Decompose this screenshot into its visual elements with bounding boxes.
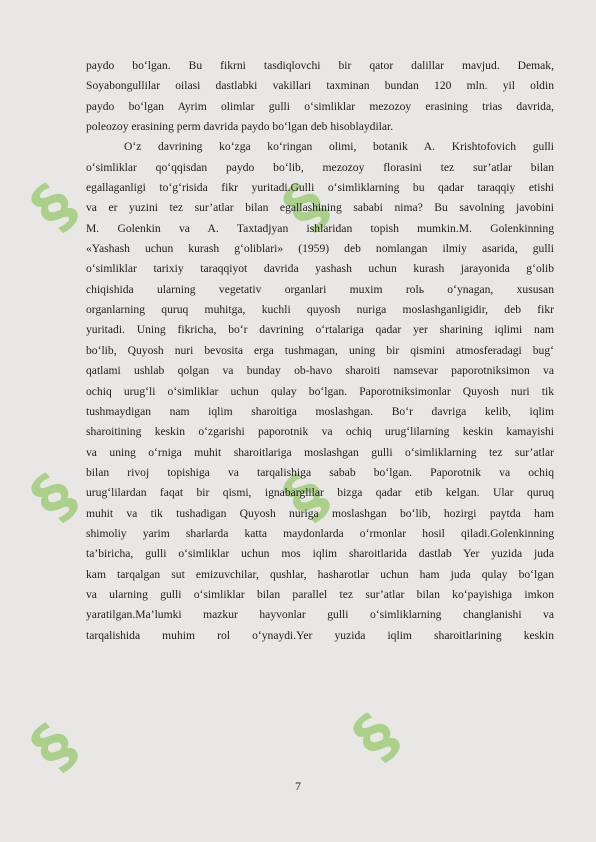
page-number: 7 — [295, 779, 301, 793]
text-line: tushmaydigan nam iqlim sharoitiga moslashgan. Bo‘r davriga kelib, iqlim — [86, 404, 554, 418]
text-line: bilan rivoj topishiga va tarqalishiga sabab bo‘lgan. Paporotnik va ochiq — [86, 465, 554, 479]
text-line: shimoliy yarim sharlarda katta maydonlarda o‘rmonlar hosil qiladi.Golenkinning — [86, 526, 554, 540]
text-line: Soyabongullilar oilasi dastlabki vakillari taxminan bundan 120 mln. yil oldin — [86, 79, 554, 93]
watermark-mark: § — [16, 169, 91, 244]
text-line: va ularning gulli o‘simliklar bilan parallel tez sur’atlar bilan ko‘payishiga imkon — [86, 587, 554, 601]
text-line: paydo bo‘lgan. Bu fikrni tasdiqlovchi bir qator dalillar mavjud. Demak, — [86, 59, 554, 72]
text-line: yuritadi. Uning fikricha, bo‘r davrining o‘rtalariga qadar yer sharining iqlimi nam — [86, 323, 554, 337]
text-line: «Yashash uchun kurash g‘oliblari» (1959) deb nomlangan ilmiy asarida, gulli — [86, 242, 554, 256]
text-line: qatlami ushlab qolgan va bunday ob-havo sharoiti namsevar paporotniksimon va — [86, 364, 554, 378]
text-line: urug‘lilardan faqat bir qismi, ignabarglilar bizga qadar etib kelgan. Ular quruq — [86, 486, 554, 500]
body-text — [86, 56, 554, 646]
text-line: sharoitining keskin o‘zgarishi paporotnik va ochiq urug‘lilarning keskin kamayishi — [86, 425, 554, 439]
text-line: M. Golenkin va A. Taxtadjyan ishlaridan topish mumkin.M. Golenkinning — [86, 221, 554, 235]
text-line: va er yuzini tez sur’atlar bilan egallashining sababi nima? Bu savolning javobini — [86, 201, 554, 215]
text-line: ochiq urug‘li o‘simliklar uchun qulay bo‘lgan. Paporotniksimonlar Quyosh nuri tik — [86, 384, 554, 398]
text-line: va uning o‘rniga muhit sharoitlariga moslashgan gulli o‘simliklarning tez sur’atlar — [86, 445, 554, 459]
text-line: organlarning quruq muhitga, kuchli quyosh nuriga moslashganligidir, deb fikr — [86, 303, 554, 317]
watermark-mark: § — [268, 169, 343, 244]
text-line: O‘z davrining ko‘zga ko‘ringan olimi, botanik A. Krishtofovich gulli — [124, 140, 554, 154]
text-line: kam tarqalgan sut emizuvchilar, qushlar, hasharotlar uchun ham juda qulay bo‘lgan — [86, 567, 554, 581]
text-line: o‘simliklar qo‘qqisdan paydo bo‘lib, mezozoy florasini tez sur’atlar bilan — [86, 160, 554, 174]
watermark-mark: § — [268, 459, 343, 534]
watermark-mark: § — [16, 459, 91, 534]
text-line: ta’biricha, gulli o‘simliklar uchun mos iqlim sharoitlarida dastlab Yer yuzida juda — [86, 547, 554, 561]
text-line: egallaganligi to‘g‘risida fikr yuritadi.Gulli o‘simliklarning bu qadar taraqqiy etishi — [86, 181, 554, 195]
text-line: o‘simliklar tarixiy taraqqiyot davrida yashash uchun kurash jarayonida g‘olib — [86, 262, 554, 276]
text-line: chiqishida ularning vegetativ organlari muxim rolь o‘ynagan, xususan — [86, 282, 554, 296]
watermark-mark: § — [338, 699, 413, 774]
text-line: tarqalishida muhim rol o‘ynaydi.Yer yuzida iqlim sharoitlarining keskin — [86, 628, 554, 642]
text-line: poleozoy erasining perm davrida paydo bo‘lgan deb hisoblaydilar. — [86, 120, 394, 134]
text-line: yaratilgan.Ma’lumki mazkur hayvonlar gulli o‘simliklarning changlanishi va — [86, 608, 554, 622]
text-line: paydo bo‘lgan Ayrim olimlar gulli o‘simliklar mezozoy erasining trias davrida, — [86, 99, 554, 113]
text-line: muhit va tik tushadigan Quyosh nuriga moslashgan bo‘lib, hozirgi paytda ham — [86, 506, 554, 520]
watermark-mark: § — [16, 709, 91, 784]
text-line: bo‘lib, Quyosh nuri bevosita erga tushmagan, uning bir qismini atmosferadagi bug‘ — [86, 343, 554, 357]
